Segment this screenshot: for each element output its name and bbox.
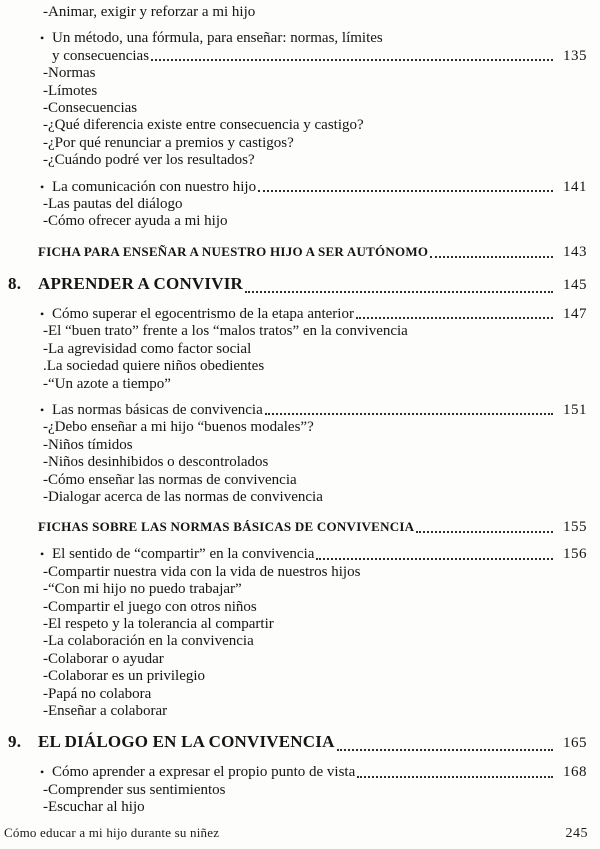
dot-leader [316, 558, 553, 560]
footer-book-title: Cómo educar a mi hijo durante su niñez [4, 825, 220, 840]
bullet-icon: • [40, 179, 45, 194]
dot-leader [356, 317, 553, 319]
table-of-contents [0, 4, 600, 817]
toc-sub-row [43, 668, 600, 685]
toc-sub-row [43, 799, 600, 816]
entry-text: -Cómo ofrecer ayuda a mi hijo [43, 213, 228, 230]
toc-sub-row [43, 489, 600, 506]
entry-text: -Niños tímidos [43, 436, 133, 453]
entry-text: -La colaboración en la convivencia [43, 633, 254, 650]
toc-bullet-row [40, 306, 600, 323]
toc-chapter-row [0, 730, 600, 755]
entry-text: -Cómo enseñar las normas de convivencia [43, 471, 297, 488]
toc-cont-row [52, 48, 600, 65]
entry-text: -Consecuencias [43, 100, 138, 117]
toc-sub-row [43, 358, 600, 375]
dot-leader [357, 776, 553, 778]
page-footer [4, 825, 588, 842]
chapter-number: 8. [8, 273, 22, 293]
toc-sub-row [43, 117, 600, 134]
entry-text: .La sociedad quiere niños obedientes [43, 358, 265, 375]
toc-sub-row [43, 782, 600, 799]
entry-text: -Las pautas del diálogo [43, 196, 183, 213]
toc-sub-row [43, 454, 600, 471]
entry-text: -Niños desinhibidos o descontrolados [43, 454, 269, 471]
entry-text: -El “buen trato” frente a los “malos tratos” en la convivencia [43, 323, 408, 340]
entry-text: -La agrevisidad como factor social [43, 340, 252, 357]
bullet-icon: • [40, 31, 45, 46]
entry-text: Cómo superar el egocentrismo de la etapa anterior [52, 305, 354, 322]
entry-text: -Papá no colabora [43, 685, 152, 702]
toc-bullet-row [40, 402, 600, 419]
entry-text: -Normas [43, 65, 96, 82]
dot-leader [151, 59, 553, 61]
toc-sub-row [43, 152, 600, 169]
toc-sub-row [43, 196, 600, 213]
entry-page-number: 151 [563, 401, 587, 418]
toc-sub-row [43, 135, 600, 152]
entry-text: -“Con mi hijo no puedo trabajar” [43, 581, 242, 598]
toc-sub-row [43, 65, 600, 82]
footer-page-number: 245 [565, 826, 588, 841]
toc-sub-row [43, 323, 600, 340]
toc-chapter-row [0, 272, 600, 297]
toc-sub-row [43, 581, 600, 598]
entry-text: -Compartir nuestra vida con la vida de nuestros hijos [43, 563, 361, 580]
entry-text: FICHA PARA ENSEÑAR A NUESTRO HIJO A SER AUTÓNOMO [38, 243, 429, 259]
entry-text: -Dialogar acerca de las normas de convivencia [43, 488, 323, 505]
dot-leader [258, 190, 553, 192]
toc-sub-row [43, 4, 600, 21]
bullet-icon: • [40, 765, 45, 780]
entry-page-number: 165 [563, 735, 587, 752]
entry-text: -El respeto y la tolerancia al compartir [43, 615, 274, 632]
dot-leader [416, 531, 553, 533]
dot-leader [265, 413, 553, 415]
dot-leader [337, 749, 553, 751]
entry-text: -Enseñar a colaborar [43, 703, 168, 719]
entry-page-number: 147 [563, 305, 587, 322]
toc-sub-row [43, 472, 600, 489]
toc-sub-row [43, 651, 600, 668]
entry-text: -Comprender sus sentimientos [43, 781, 226, 798]
toc-sub-row [43, 564, 600, 581]
entry-text: -Colaborar es un privilegio [43, 668, 206, 685]
toc-sub-row [43, 437, 600, 454]
entry-text: Cómo aprender a expresar el propio punto de vista [52, 764, 356, 781]
entry-text: -Colaborar o ayudar [43, 650, 164, 667]
toc-ficha-row [38, 517, 600, 537]
toc-sub-row [43, 703, 600, 720]
entry-text: EL DIÁLOGO EN LA CONVIVENCIA [38, 732, 335, 752]
entry-text: -¿Por qué renunciar a premios y castigos? [43, 134, 294, 151]
toc-sub-row [43, 83, 600, 100]
toc-sub-row [43, 686, 600, 703]
toc-sub-row [43, 616, 600, 633]
entry-page-number: 135 [563, 47, 587, 64]
entry-text: -¿Cuándo podré ver los resultados? [43, 152, 255, 169]
chapter-number: 9. [8, 732, 22, 752]
bullet-icon: • [40, 547, 45, 562]
toc-sub-row [43, 100, 600, 117]
entry-page-number: 143 [563, 243, 587, 260]
toc-bullet-row [40, 179, 600, 196]
toc-bullet-row [40, 30, 600, 47]
entry-page-number: 156 [563, 546, 587, 563]
dot-leader [245, 291, 553, 293]
toc-sub-row [43, 599, 600, 616]
toc-sub-row [43, 419, 600, 436]
entry-page-number: 168 [563, 764, 587, 781]
bullet-icon: • [40, 306, 45, 321]
toc-ficha-row [38, 242, 600, 262]
entry-text: Un método, una fórmula, para enseñar: normas, límites [52, 30, 383, 47]
entry-text: -Límotes [43, 82, 98, 99]
entry-page-number: 155 [563, 519, 587, 536]
entry-text: y consecuencias [52, 47, 150, 64]
entry-text: El sentido de “compartir” en la convivencia [52, 546, 315, 563]
toc-sub-row [43, 376, 600, 393]
entry-text: -¿Debo enseñar a mi hijo “buenos modales”? [43, 419, 314, 436]
entry-page-number: 145 [563, 276, 587, 293]
toc-sub-row [43, 633, 600, 650]
entry-text: Las normas básicas de convivencia [52, 401, 263, 418]
toc-bullet-row [40, 764, 600, 781]
entry-text: -Compartir el juego con otros niños [43, 598, 257, 615]
entry-text: -Escuchar al hijo [43, 799, 145, 816]
entry-page-number: 141 [563, 178, 587, 195]
entry-text: -Animar, exigir y reforzar a mi hijo [43, 4, 256, 20]
dot-leader [430, 256, 553, 258]
entry-text: -¿Qué diferencia existe entre consecuencia y castigo? [43, 117, 364, 134]
toc-bullet-row [40, 546, 600, 563]
toc-sub-row [43, 341, 600, 358]
bullet-icon: • [40, 402, 45, 417]
entry-text: FICHAS SOBRE LAS NORMAS BÁSICAS DE CONVIVENCIA [38, 519, 415, 535]
entry-text: -“Un azote a tiempo” [43, 375, 171, 392]
entry-text: APRENDER A CONVIVIR [38, 273, 243, 293]
entry-text: La comunicación con nuestro hijo [52, 178, 257, 195]
toc-sub-row [43, 213, 600, 230]
